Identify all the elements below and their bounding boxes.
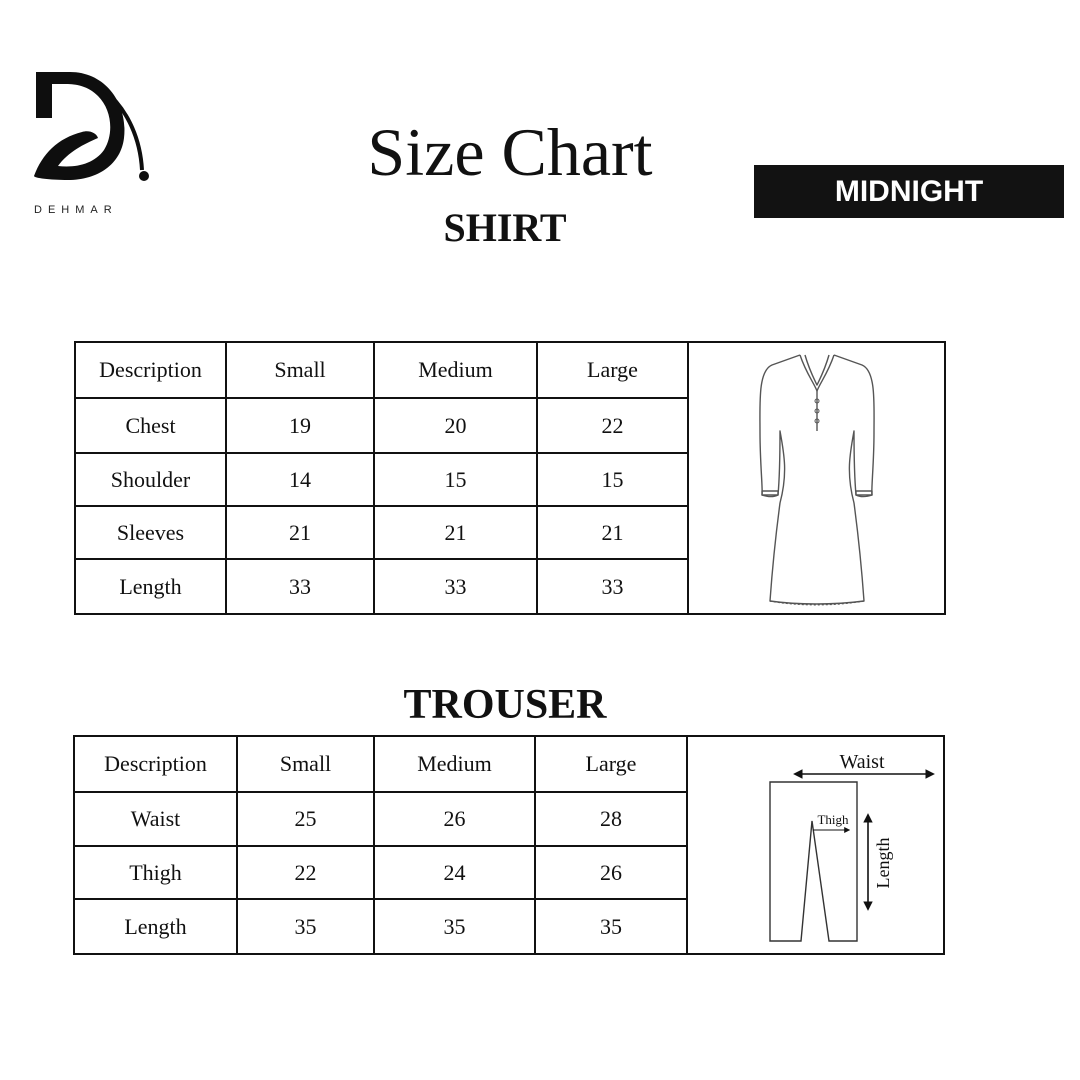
- table-row: [76, 398, 688, 453]
- cell-value: 28: [535, 792, 687, 846]
- trouser-header-description: Description: [75, 737, 237, 792]
- thigh-label: Thigh: [817, 812, 849, 827]
- cell-value: 26: [374, 792, 535, 846]
- shirt-header-large: Large: [537, 343, 688, 398]
- brand-logo: [28, 66, 158, 226]
- row-label: Chest: [76, 398, 226, 453]
- shirt-header-small: Small: [226, 343, 374, 398]
- cell-value: 24: [374, 846, 535, 899]
- cell-value: 35: [374, 899, 535, 953]
- shirt-header-description: Description: [76, 343, 226, 398]
- cell-value: 35: [535, 899, 687, 953]
- cell-value: 14: [226, 453, 374, 506]
- shirt-figure-cell: [688, 343, 944, 613]
- trouser-size-table: [75, 737, 688, 953]
- brand-name: DEHMAR: [34, 204, 118, 216]
- table-row: [76, 559, 688, 613]
- trouser-figure-cell: [687, 737, 943, 953]
- cell-value: 22: [537, 398, 688, 453]
- cell-value: 21: [537, 506, 688, 559]
- trouser-header-medium: Medium: [374, 737, 535, 792]
- dehmar-logo-icon: [28, 66, 158, 191]
- table-row: [76, 506, 688, 559]
- cell-value: 33: [537, 559, 688, 613]
- table-row: [75, 846, 687, 899]
- cell-value: 21: [374, 506, 537, 559]
- trouser-diagram-icon: [687, 737, 943, 953]
- cell-value: 26: [535, 846, 687, 899]
- table-row: [75, 899, 687, 953]
- row-label: Length: [76, 559, 226, 613]
- row-label: Thigh: [75, 846, 237, 899]
- waist-label: Waist: [839, 751, 885, 773]
- cell-value: 35: [237, 899, 374, 953]
- row-label: Sleeves: [76, 506, 226, 559]
- shirt-section-title: SHIRT: [443, 205, 567, 250]
- row-label: Length: [75, 899, 237, 953]
- cell-value: 20: [374, 398, 537, 453]
- trouser-size-chart: [73, 735, 945, 955]
- cell-value: 15: [537, 453, 688, 506]
- shirt-size-table: [76, 343, 689, 613]
- cell-value: 21: [226, 506, 374, 559]
- table-row: [76, 453, 688, 506]
- color-badge: MIDNIGHT: [754, 165, 1064, 218]
- row-label: Waist: [75, 792, 237, 846]
- trouser-header-small: Small: [237, 737, 374, 792]
- cell-value: 33: [374, 559, 537, 613]
- cell-value: 22: [237, 846, 374, 899]
- cell-value: 25: [237, 792, 374, 846]
- trouser-header-large: Large: [535, 737, 687, 792]
- shirt-illustration-icon: [688, 343, 944, 613]
- trouser-section-title: TROUSER: [403, 682, 607, 728]
- cell-value: 33: [226, 559, 374, 613]
- table-row: [75, 792, 687, 846]
- page-title: Size Chart: [367, 114, 653, 190]
- shirt-size-chart: [74, 341, 946, 615]
- cell-value: 19: [226, 398, 374, 453]
- length-label: Length: [873, 837, 893, 889]
- shirt-header-medium: Medium: [374, 343, 537, 398]
- cell-value: 15: [374, 453, 537, 506]
- row-label: Shoulder: [76, 453, 226, 506]
